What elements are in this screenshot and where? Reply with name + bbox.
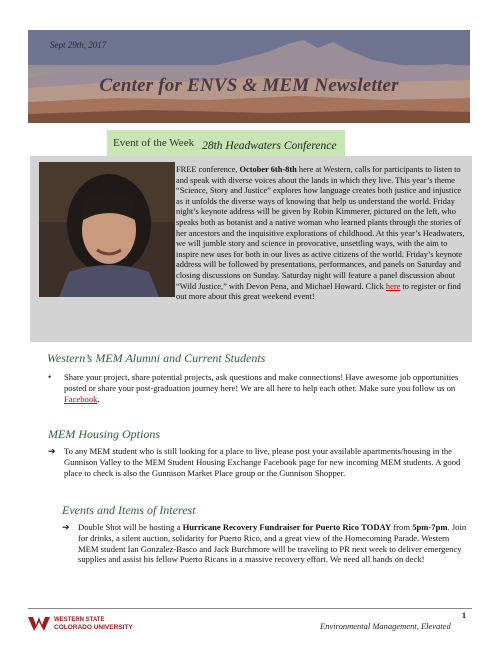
event-text-intro: FREE conference, bbox=[176, 165, 240, 174]
event-text-body: here at Western, calls for participants to listen to and speak with diverse voices about the lands in which they live. This year’s theme “Science, Story and Justice” explores how language creates both justice and injustice as it unfolds the diverse ways of knowing that help us understand the world. Friday night’s keynote address will be given by Robin Kimmerer, pictured on the left, who speaks both as botanist and a native woman who learned plants through the stories of her ancestors and the inquisitive explorations of childhood. At this year’s Headwaters, we will jumble story and science in provocative, unsettling ways, with the aim to inspire new uses for both in our lives as active citizens of the world. Friday’s keynote address will be followed by presentations, performances, and panels on Saturday and closing discussions on Sunday. Saturday night will feature a panel discussion about “Wild Justice,” with Devon Pena, and Michael Howard. Click bbox=[176, 165, 465, 291]
events-text-body: . Join for drinks, a silent auction, solidarity for Puerto Rico, and a great view of the Homecoming Parade. Western MEM student Ian Gonzalez-Basco and Jack Burchmore will be traveling to PR next week to deliver emergency supplies and assist his fellow Puerto Ricans in a massive recovery effort. We need all hands on deck! bbox=[78, 522, 467, 565]
fundraiser-name: Hurricane Recovery Fundraiser for Puerto Rico TODAY bbox=[182, 522, 392, 532]
page-number: 1 bbox=[462, 611, 466, 620]
newsletter-title: Center for ENVS & MEM Newsletter bbox=[99, 75, 399, 96]
logo-line1: WESTERN STATE bbox=[54, 617, 105, 623]
housing-section-title: MEM Housing Options bbox=[48, 427, 160, 441]
event-of-week-header bbox=[107, 130, 345, 156]
events-text bbox=[78, 522, 467, 565]
housing-text: To any MEM student who is still looking for a place to live, please post your available apartments/housing in the Gunnison Valley to the MEM Student Housing Exchange Facebook page for new incoming MEM students. A good place to check is also the Gunnison Market Place group or the Gunnison Shopper. bbox=[64, 446, 461, 478]
bullet-icon: • bbox=[48, 372, 52, 382]
university-logo bbox=[28, 617, 133, 631]
events-section-title: Events and Items of Interest bbox=[62, 503, 196, 517]
portrait-image bbox=[39, 162, 175, 297]
conference-name: 28th Headwaters Conference bbox=[202, 139, 337, 152]
alumni-bullet bbox=[48, 372, 468, 404]
event-dates: October 6th-8th bbox=[239, 165, 297, 174]
arrow-bullet-icon: ➔ bbox=[48, 446, 56, 456]
issue-date: Sept 29th, 2017 bbox=[50, 40, 107, 50]
footer-tagline: Environmental Management, Elevated bbox=[320, 621, 451, 631]
housing-bullet bbox=[48, 446, 468, 478]
event-of-week-label: Event of the Week bbox=[113, 137, 195, 149]
arrow-bullet-icon: ➔ bbox=[62, 522, 70, 532]
register-link[interactable]: here bbox=[385, 281, 401, 291]
fundraiser-time: 5pm-7pm bbox=[412, 522, 448, 532]
speaker-photo bbox=[39, 162, 175, 297]
alumni-text-end: . bbox=[97, 393, 100, 404]
header-banner bbox=[28, 30, 470, 123]
footer-divider bbox=[28, 608, 472, 609]
alumni-text bbox=[64, 372, 468, 404]
logo-line2: COLORADO UNIVERSITY bbox=[54, 624, 133, 631]
event-text-closing: to register or find out more about this great weekend event! bbox=[176, 281, 461, 302]
w-logo-icon bbox=[28, 617, 50, 631]
events-text-intro: Double Shot will be hosting a bbox=[78, 522, 183, 532]
facebook-link[interactable]: Facebook bbox=[64, 393, 98, 404]
event-description bbox=[176, 165, 466, 303]
events-bullet bbox=[62, 522, 467, 565]
events-text-from: from bbox=[391, 522, 413, 532]
alumni-text-body: Share your project, share potential projects, ask questions and make connections! Have awesome job opportunities posted or share your post-graduation journey here! We are all here to help each other. Make sure you follow us on bbox=[64, 372, 459, 393]
alumni-section-title: Western’s MEM Alumni and Current Students bbox=[47, 351, 266, 365]
